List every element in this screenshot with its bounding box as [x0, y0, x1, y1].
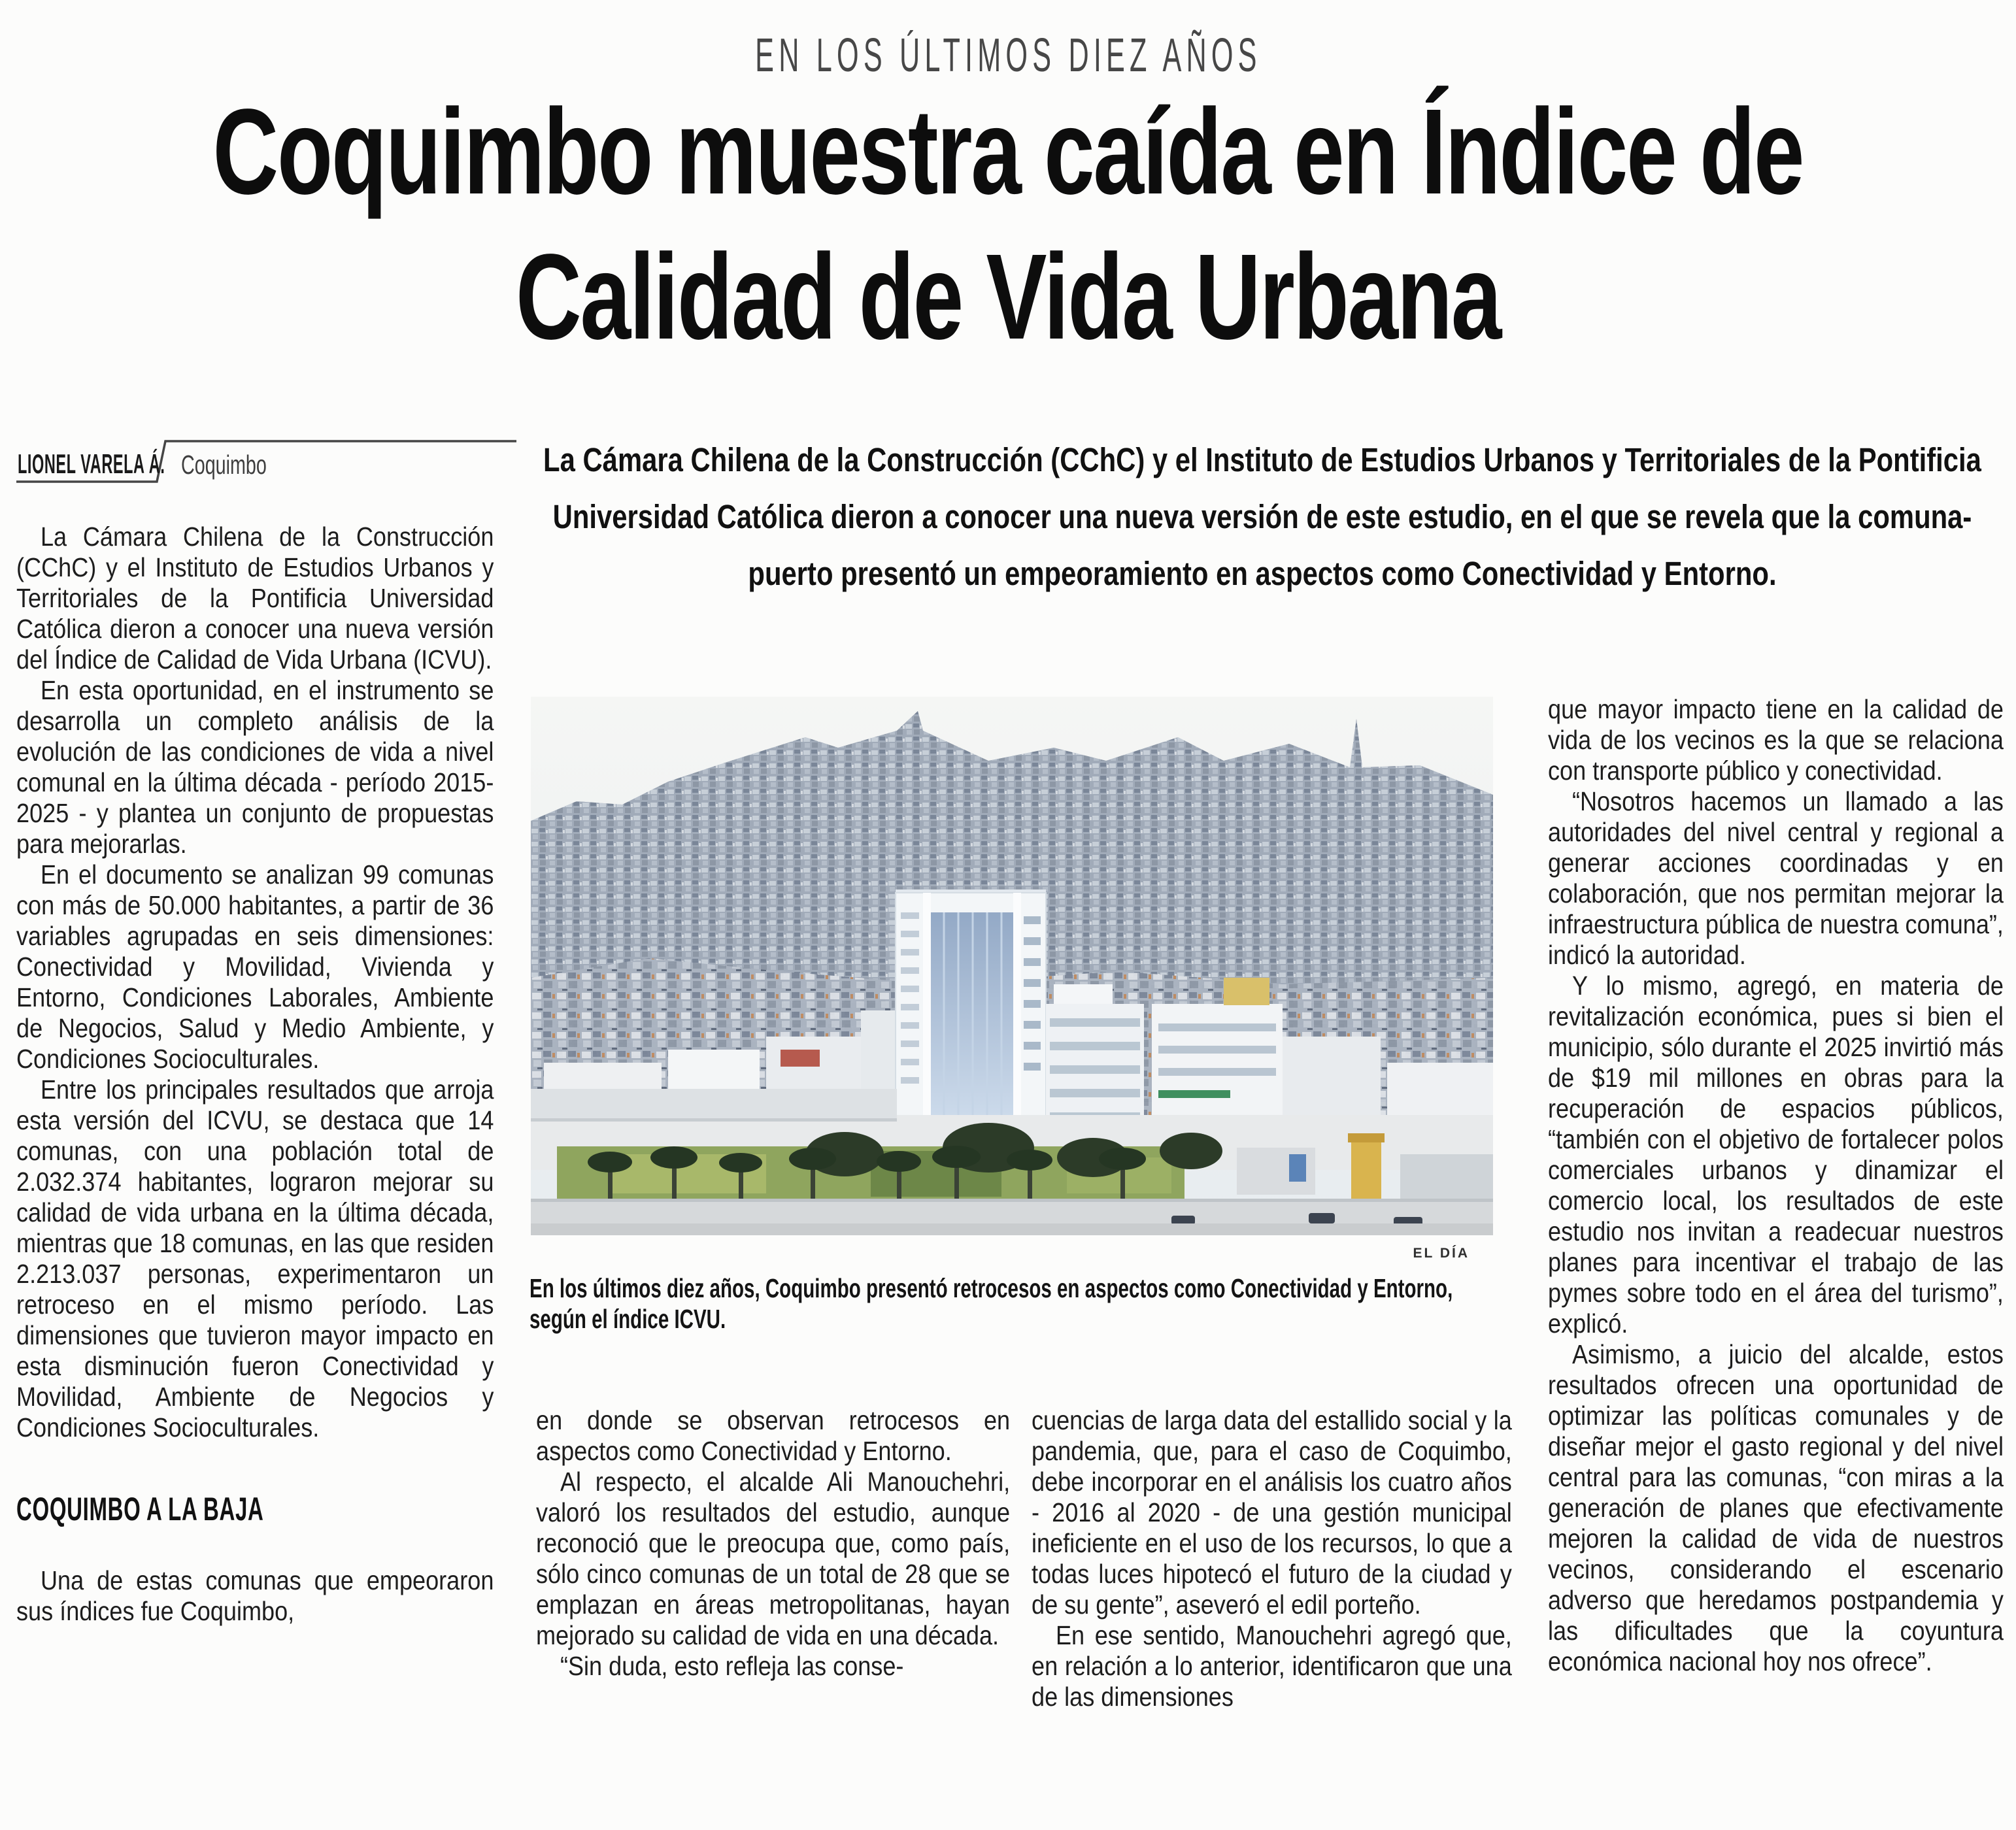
- byline: [16, 412, 533, 510]
- photo-credit: EL DÍA: [1413, 1246, 1470, 1261]
- section-subhead: COQUIMBO A LA BAJA: [16, 1491, 264, 1527]
- headline-line-1-row: [0, 84, 2016, 229]
- city-photo: [531, 697, 1493, 1235]
- paragraph: “Sin duda, esto refleja las conse-: [560, 1651, 904, 1681]
- paragraph: que mayor impacto tiene en la calidad de vida de los vecinos es la que se relaciona con transporte público y conectividad.: [1548, 694, 2004, 786]
- paragraph: Entre los principales resultados que arroja esta versión del ICVU, se destaca que 14 comunas, con una población total de 2.032.374 habitantes, lograron mejorar su calidad de vida urbana en la última década, mientras que 18 comunas, en las que residen 2.213.037 personas, experimentaron un retroceso en el mismo período. Las dimensiones que tuvieron mayor impacto en esta disminución fueron Conectividad y Movilidad, Ambiente de Negocios y Condiciones Socioculturales.: [16, 1074, 494, 1442]
- paragraph: Una de estas comunas que empeoraron sus índices fue Coquimbo,: [16, 1565, 494, 1626]
- paragraph: cuencias de larga data del estallido social y la pandemia, que, para el caso de Coquimbo, debe incorporar en el análisis los cuatro años - 2016 al 2020 - de una gestión municipal ineficiente en el uso de los recursos, lo que a todas luces hipotecó el futuro de la ciudad y de su gente”, aseveró el edil porteño.: [1032, 1405, 1512, 1620]
- paragraph: Y lo mismo, agregó, en materia de revitalización económica, pues si bien el municipio, sólo durante el 2025 invirtió más de $19 mil millones en obras para la recuperación de espacios públicos, “también con el objetivo de fortalecer polos comerciales urbanos y dinamizar el comercio local, los resultados de este estudio nos invitan a readecuar nuestros planes para incentivar el trabajo de las pymes sobre todo en el área del turismo”, explicó.: [1548, 971, 2004, 1339]
- headline: [0, 84, 2016, 374]
- paragraph: Al respecto, el alcalde Ali Manouchehri, valoró los resultados del estudio, aunque reconoció que le preocupa que, como país, sólo cinco comunas de un total de 28 que se emplazan en áreas metropolitanas, hayan mejorado su calidad de vida en una década.: [536, 1467, 1011, 1650]
- byline-location: Coquimbo: [181, 450, 267, 480]
- byline-author: LIONEL VARELA Á.: [18, 448, 165, 479]
- paragraph: En ese sentido, Manouchehri agregó que, en relación a lo anterior, identificaron que una de las dimensiones: [1032, 1620, 1512, 1712]
- column-4: [1548, 694, 2004, 1677]
- lede-text: La Cámara Chilena de la Construcción (CChC) y el Instituto de Estudios Urbanos y Territoriales de la Pontificia Universidad Católica dieron a conocer una nueva versión de este estudio, en el que se revela que la comuna-puerto presentó un empeoramiento en aspectos como Conectividad y Entorno.: [543, 441, 1981, 592]
- headline-line-1: Coquimbo muestra caída en Índice de: [212, 84, 1804, 220]
- column-2: [536, 1405, 1010, 1682]
- headline-line-2-row: [0, 229, 2016, 374]
- kicker: [0, 29, 2016, 82]
- paragraph: En esta oportunidad, en el instrumento se desarrolla un completo análisis de la evolución de las condiciones de vida a nivel comunal en la última década - período 2015-2025 - y plantea un conjunto de propuestas para mejorarlas.: [16, 675, 494, 859]
- column-3: [1032, 1405, 1512, 1712]
- paragraph: La Cámara Chilena de la Construcción (CChC) y el Instituto de Estudios Urbanos y Territoriales de la Pontificia Universidad Católica dieron a conocer una nueva versión del Índice de Calidad de Vida Urbana (ICVU).: [16, 522, 494, 674]
- headline-line-2: Calidad de Vida Urbana: [515, 229, 1501, 365]
- kicker-text: EN LOS ÚLTIMOS DIEZ AÑOS: [754, 29, 1262, 82]
- photo-caption-text: En los últimos diez años, Coquimbo presentó retrocesos en aspectos como Conectividad y Entorno, según el índice ICVU.: [529, 1273, 1453, 1334]
- column-1: [16, 522, 494, 1822]
- lede: [539, 431, 1986, 602]
- paragraph: Asimismo, a juicio del alcalde, estos resultados ofrecen una oportunidad de optimizar las políticas comunales y de diseñar mejor el gasto regional y del nivel central para las comunas, “con miras a la generación de planes que efectivamente mejoren la calidad de vida de nuestros vecinos, considerando el escenario adverso que heredamos postpandemia y las dificultades que la coyuntura económica nacional hoy nos ofrece”.: [1548, 1339, 2004, 1676]
- city-photo-illustration: [531, 697, 1493, 1235]
- paragraph: “Nosotros hacemos un llamado a las autoridades del nivel central y regional a generar acciones coordinadas y en colaboración, que nos permitan mejorar la infraestructura pública de nuestra comuna”, indicó la autoridad.: [1548, 786, 2004, 970]
- paragraph: En el documento se analizan 99 comunas con más de 50.000 habitantes, a partir de 36 variables agrupadas en seis dimensiones: Conectividad y Movilidad, Vivienda y Entorno, Condiciones Laborales, Ambiente de Negocios, Salud y Medio Ambiente, y Condiciones Socioculturales.: [16, 859, 494, 1074]
- photo-caption: [529, 1273, 1471, 1335]
- paragraph: en donde se observan retrocesos en aspectos como Conectividad y Entorno.: [536, 1405, 1011, 1466]
